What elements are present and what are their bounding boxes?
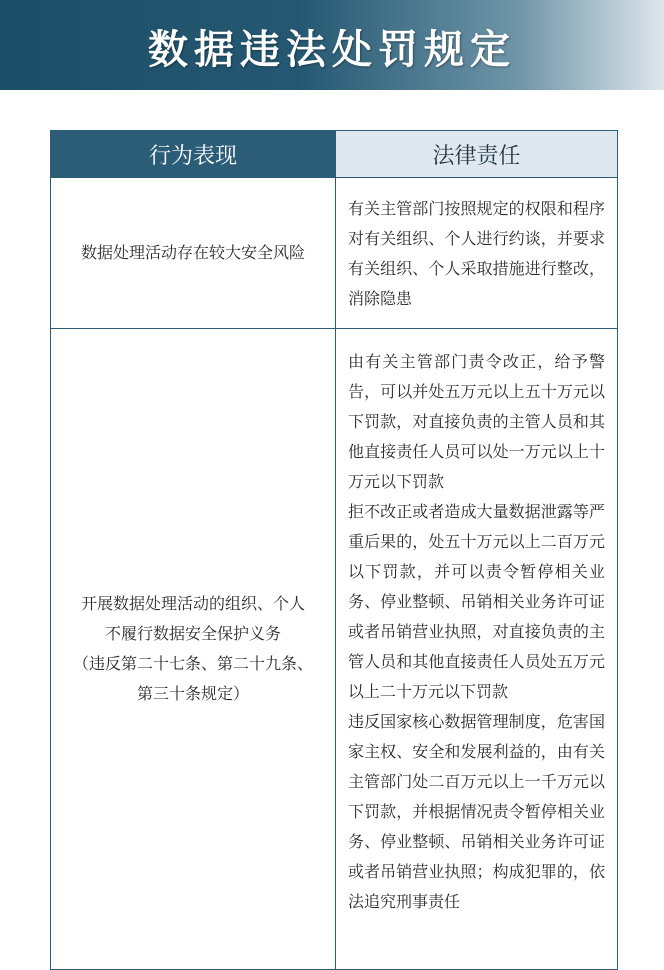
title-banner	[0, 0, 664, 90]
behavior-cell	[51, 329, 335, 969]
behavior-cell	[51, 178, 335, 328]
behavior-text-line: 开展数据处理活动的组织、个人	[80, 594, 305, 613]
liability-paragraph: 拒不改正或者造成大量数据泄露等严重后果的，处五十万元以上二百万元以下罚款，并可以责令暂停相关业务、停业整顿、吊销相关业务许可证或者吊销营业执照，对直接负责的主管人员和其他直接责任人员处五万元以上二十万元以下罚款	[348, 502, 605, 701]
page-title: 数据违法处罚规定	[148, 25, 516, 73]
behavior-text-line: 不履行数据安全保护义务	[104, 624, 281, 643]
liability-paragraph: 违反国家核心数据管理制度，危害国家主权、安全和发展利益的，由有关主管部门处二百万元以上一千万元以下罚款，并根据情况责令暂停相关业务、停业整顿、吊销相关业务许可证或者吊销营业执照；构成犯罪的，依法追究刑事责任	[348, 712, 605, 911]
liability-text: 有关主管部门按照规定的权限和程序对有关组织、个人进行约谈，并要求有关组织、个人采取措施进行整改，消除隐患	[348, 199, 605, 308]
liability-cell	[335, 329, 617, 969]
header-liability: 法律责任	[335, 131, 617, 177]
behavior-text: 数据处理活动存在较大安全风险	[80, 243, 305, 262]
table-row	[51, 177, 617, 328]
liability-cell	[335, 178, 617, 328]
behavior-text-line: 第三十条规定）	[136, 684, 249, 703]
penalty-table	[50, 130, 618, 970]
behavior-text-line: （违反第二十七条、第二十九条、	[72, 654, 313, 673]
liability-paragraph: 由有关主管部门责令改正，给予警告，可以并处五万元以上五十万元以下罚款，对直接负责的主管人员和其他直接责任人员可以处一万元以上十万元以下罚款	[348, 352, 605, 491]
table-header	[51, 131, 617, 177]
header-behavior: 行为表现	[51, 131, 335, 177]
table-row	[51, 328, 617, 969]
